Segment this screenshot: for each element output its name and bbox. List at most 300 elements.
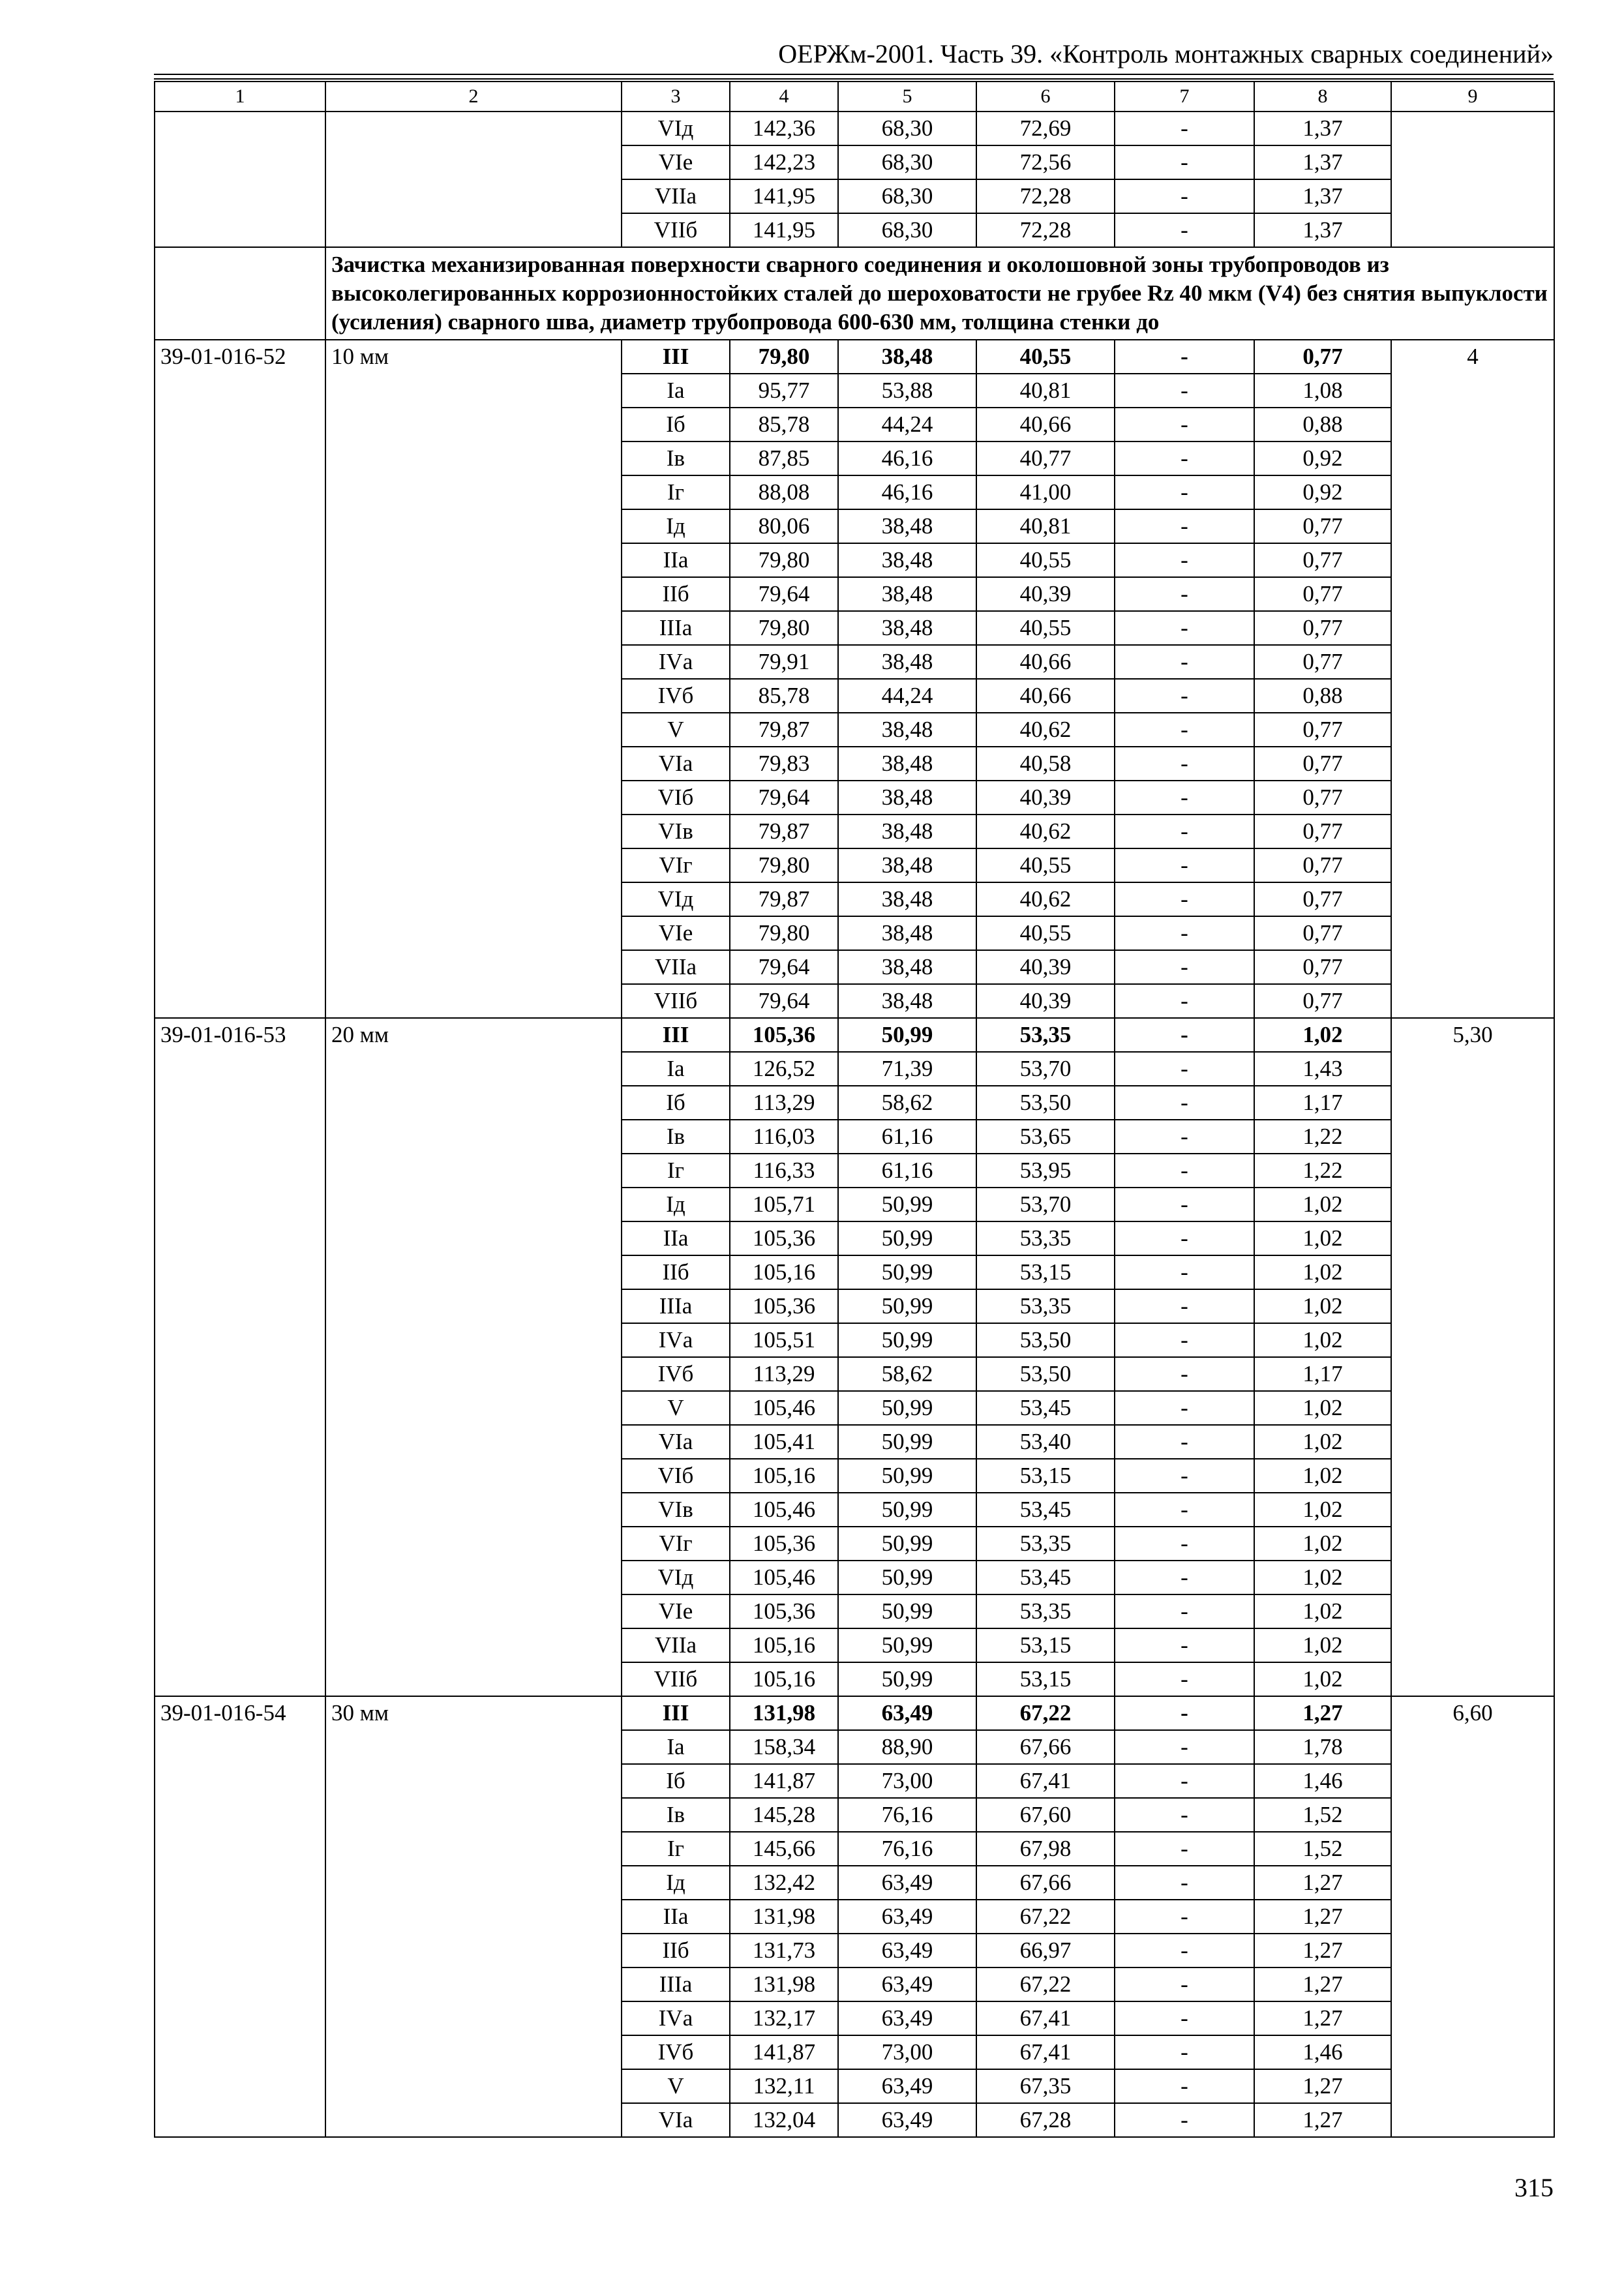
value-cell-c4: 105,36 <box>730 1527 838 1561</box>
region-cell: VIIб <box>622 984 730 1018</box>
value-cell-c7: - <box>1115 781 1254 815</box>
value-cell-c5: 68,30 <box>838 112 976 145</box>
value-cell-c7: - <box>1115 1425 1254 1459</box>
value-cell-c6: 40,39 <box>976 577 1115 611</box>
value-cell-c6: 40,66 <box>976 679 1115 713</box>
value-cell-c4: 105,36 <box>730 1018 838 1052</box>
value-cell-c6: 53,50 <box>976 1357 1115 1391</box>
value-cell-c7: - <box>1115 1527 1254 1561</box>
value-cell-c6: 40,55 <box>976 611 1115 645</box>
value-cell-c4: 142,23 <box>730 145 838 179</box>
value-cell-c4: 105,46 <box>730 1561 838 1594</box>
value-cell-c4: 126,52 <box>730 1052 838 1086</box>
value-cell-c8: 0,88 <box>1254 408 1391 441</box>
value-cell-c4: 113,29 <box>730 1086 838 1120</box>
value-cell-c7: - <box>1115 916 1254 950</box>
value-cell-c5: 50,99 <box>838 1255 976 1289</box>
value-cell-c8: 1,02 <box>1254 1662 1391 1696</box>
region-cell: V <box>622 2069 730 2103</box>
value-cell-c4: 79,87 <box>730 882 838 916</box>
value-cell-c6: 53,35 <box>976 1221 1115 1255</box>
value-cell-c4: 79,64 <box>730 984 838 1018</box>
value-cell-c6: 53,45 <box>976 1493 1115 1527</box>
value-cell-c4: 131,98 <box>730 1967 838 2001</box>
value-cell-c5: 63,49 <box>838 2001 976 2035</box>
value-cell-c7: - <box>1115 179 1254 213</box>
value-cell-c5: 63,49 <box>838 1696 976 1730</box>
value-cell-c6: 53,40 <box>976 1425 1115 1459</box>
rate-code: 39-01-016-54 <box>155 1696 325 2137</box>
value-cell-c8: 1,46 <box>1254 2035 1391 2069</box>
region-cell: Iд <box>622 509 730 543</box>
value-cell-c7: - <box>1115 2103 1254 2137</box>
region-cell: Iа <box>622 374 730 408</box>
region-cell: IIб <box>622 577 730 611</box>
region-cell: Iб <box>622 1764 730 1798</box>
value-cell-c5: 50,99 <box>838 1221 976 1255</box>
value-cell-c4: 88,08 <box>730 475 838 509</box>
value-cell-c5: 73,00 <box>838 2035 976 2069</box>
value-cell-c6: 67,35 <box>976 2069 1115 2103</box>
value-cell-c7: - <box>1115 2001 1254 2035</box>
value-cell-c4: 79,80 <box>730 848 838 882</box>
page-number: 315 <box>1514 2173 1554 2202</box>
value-cell-c5: 68,30 <box>838 179 976 213</box>
section-code-cell-empty <box>155 247 325 340</box>
value-cell-c7: - <box>1115 1967 1254 2001</box>
value-cell-c8: 1,02 <box>1254 1188 1391 1221</box>
value-cell-c8: 1,02 <box>1254 1289 1391 1323</box>
value-cell-c7: - <box>1115 441 1254 475</box>
value-cell-c8: 1,37 <box>1254 179 1391 213</box>
table-row <box>155 1696 1554 1730</box>
value-cell-c5: 44,24 <box>838 679 976 713</box>
region-cell: V <box>622 1391 730 1425</box>
value-cell-c8: 1,02 <box>1254 1459 1391 1493</box>
value-cell-c8: 1,02 <box>1254 1018 1391 1052</box>
value-cell-c7: - <box>1115 1188 1254 1221</box>
value-cell-c7: - <box>1115 882 1254 916</box>
region-cell: IVа <box>622 1323 730 1357</box>
value-cell-c8: 1,17 <box>1254 1086 1391 1120</box>
value-cell-c6: 40,62 <box>976 815 1115 848</box>
value-cell-c4: 79,64 <box>730 781 838 815</box>
region-cell: VIб <box>622 781 730 815</box>
value-cell-c5: 63,49 <box>838 1900 976 1934</box>
value-cell-c7: - <box>1115 1900 1254 1934</box>
wall-thickness: 20 мм <box>325 1018 622 1696</box>
value-cell-c7: - <box>1115 374 1254 408</box>
value-cell-c5: 38,48 <box>838 509 976 543</box>
value-cell-c4: 79,80 <box>730 611 838 645</box>
value-cell-c5: 50,99 <box>838 1188 976 1221</box>
value-cell-c4: 116,33 <box>730 1154 838 1188</box>
value-cell-c8: 0,77 <box>1254 781 1391 815</box>
value-cell-c8: 1,17 <box>1254 1357 1391 1391</box>
header-rule <box>154 74 1554 75</box>
value-cell-c5: 38,48 <box>838 747 976 781</box>
value-cell-c5: 38,48 <box>838 984 976 1018</box>
value-cell-c5: 53,88 <box>838 374 976 408</box>
value-cell-c5: 50,99 <box>838 1662 976 1696</box>
region-cell: Iа <box>622 1052 730 1086</box>
value-cell-c5: 58,62 <box>838 1357 976 1391</box>
region-cell: Iв <box>622 1120 730 1154</box>
norm-value: 5,30 <box>1391 1018 1554 1696</box>
value-cell-c4: 79,87 <box>730 713 838 747</box>
column-number-cell: 7 <box>1115 82 1254 112</box>
value-cell-c7: - <box>1115 1594 1254 1628</box>
value-cell-c6: 53,45 <box>976 1391 1115 1425</box>
value-cell-c5: 61,16 <box>838 1120 976 1154</box>
region-cell: IIIа <box>622 611 730 645</box>
value-cell-c6: 67,41 <box>976 2035 1115 2069</box>
value-cell-c8: 1,37 <box>1254 112 1391 145</box>
value-cell-c5: 50,99 <box>838 1391 976 1425</box>
region-cell: VIг <box>622 848 730 882</box>
region-cell: VIIа <box>622 950 730 984</box>
value-cell-c4: 141,95 <box>730 213 838 247</box>
value-cell-c5: 38,48 <box>838 848 976 882</box>
value-cell-c7: - <box>1115 577 1254 611</box>
region-cell: IVб <box>622 1357 730 1391</box>
region-cell: Iб <box>622 1086 730 1120</box>
section-row <box>155 247 1554 340</box>
value-cell-c8: 0,92 <box>1254 475 1391 509</box>
value-cell-c4: 105,46 <box>730 1493 838 1527</box>
value-cell-c6: 40,55 <box>976 543 1115 577</box>
value-cell-c4: 105,36 <box>730 1594 838 1628</box>
value-cell-c6: 53,70 <box>976 1188 1115 1221</box>
value-cell-c8: 1,52 <box>1254 1798 1391 1832</box>
value-cell-c4: 105,36 <box>730 1221 838 1255</box>
value-cell-c5: 50,99 <box>838 1561 976 1594</box>
value-cell-c7: - <box>1115 408 1254 441</box>
value-cell-c4: 79,64 <box>730 950 838 984</box>
value-cell-c7: - <box>1115 1391 1254 1425</box>
value-cell-c8: 1,27 <box>1254 1967 1391 2001</box>
value-cell-c8: 0,92 <box>1254 441 1391 475</box>
region-cell: VIIа <box>622 1628 730 1662</box>
value-cell-c8: 1,02 <box>1254 1255 1391 1289</box>
value-cell-c5: 68,30 <box>838 213 976 247</box>
column-number-cell: 2 <box>325 82 622 112</box>
value-cell-c6: 40,55 <box>976 916 1115 950</box>
value-cell-c7: - <box>1115 340 1254 374</box>
value-cell-c8: 0,77 <box>1254 882 1391 916</box>
value-cell-c6: 66,97 <box>976 1934 1115 1967</box>
value-cell-c6: 53,70 <box>976 1052 1115 1086</box>
value-cell-c8: 1,02 <box>1254 1628 1391 1662</box>
region-cell: VIе <box>622 145 730 179</box>
value-cell-c4: 105,16 <box>730 1255 838 1289</box>
value-cell-c7: - <box>1115 1154 1254 1188</box>
value-cell-c8: 0,77 <box>1254 509 1391 543</box>
value-cell-c7: - <box>1115 1696 1254 1730</box>
value-cell-c5: 63,49 <box>838 1934 976 1967</box>
value-cell-c4: 79,80 <box>730 916 838 950</box>
value-cell-c7: - <box>1115 1832 1254 1866</box>
value-cell-c5: 50,99 <box>838 1594 976 1628</box>
region-cell: III <box>622 1018 730 1052</box>
section-title: Зачистка механизированная поверхности сварного соединения и околошовной зоны трубопроводов из высоколегированных коррозионностойких сталей до шероховатости не грубее Rz 40 мкм (V4) без снятия выпуклости (усиления) сварного шва, диаметр трубопровода 600-630 мм, толщина стенки до <box>325 247 1554 340</box>
table-row <box>155 340 1554 374</box>
value-cell-c8: 1,52 <box>1254 1832 1391 1866</box>
region-cell: IIб <box>622 1934 730 1967</box>
value-cell-c8: 1,27 <box>1254 1934 1391 1967</box>
value-cell-c8: 1,27 <box>1254 1866 1391 1900</box>
value-cell-c6: 67,98 <box>976 1832 1115 1866</box>
value-cell-c5: 58,62 <box>838 1086 976 1120</box>
value-cell-c8: 1,02 <box>1254 1493 1391 1527</box>
value-cell-c4: 131,73 <box>730 1934 838 1967</box>
value-cell-c7: - <box>1115 1493 1254 1527</box>
column-number-cell: 4 <box>730 82 838 112</box>
rate-code: 39-01-016-53 <box>155 1018 325 1696</box>
value-cell-c5: 38,48 <box>838 950 976 984</box>
region-cell: III <box>622 1696 730 1730</box>
column-number-row <box>155 82 1554 112</box>
column-number-cell: 8 <box>1254 82 1391 112</box>
value-cell-c7: - <box>1115 848 1254 882</box>
value-cell-c7: - <box>1115 1561 1254 1594</box>
column-number-cell: 6 <box>976 82 1115 112</box>
value-cell-c8: 1,02 <box>1254 1221 1391 1255</box>
region-cell: IIа <box>622 1221 730 1255</box>
column-number-cell: 9 <box>1391 82 1554 112</box>
value-cell-c6: 67,22 <box>976 1900 1115 1934</box>
value-cell-c4: 85,78 <box>730 408 838 441</box>
region-cell: VIа <box>622 2103 730 2137</box>
value-cell-c4: 85,78 <box>730 679 838 713</box>
value-cell-c7: - <box>1115 1120 1254 1154</box>
value-cell-c6: 40,55 <box>976 848 1115 882</box>
code-cell-empty <box>155 112 325 247</box>
value-cell-c5: 50,99 <box>838 1289 976 1323</box>
value-cell-c6: 53,50 <box>976 1086 1115 1120</box>
value-cell-c7: - <box>1115 509 1254 543</box>
value-cell-c7: - <box>1115 1086 1254 1120</box>
value-cell-c5: 50,99 <box>838 1628 976 1662</box>
value-cell-c8: 1,46 <box>1254 1764 1391 1798</box>
region-cell: IVа <box>622 2001 730 2035</box>
value-cell-c6: 72,28 <box>976 179 1115 213</box>
value-cell-c8: 1,27 <box>1254 2103 1391 2137</box>
value-cell-c7: - <box>1115 950 1254 984</box>
value-cell-c5: 50,99 <box>838 1527 976 1561</box>
value-cell-c8: 1,27 <box>1254 2069 1391 2103</box>
region-cell: IIб <box>622 1255 730 1289</box>
value-cell-c5: 88,90 <box>838 1730 976 1764</box>
value-cell-c5: 76,16 <box>838 1798 976 1832</box>
value-cell-c6: 53,35 <box>976 1289 1115 1323</box>
region-cell: VIб <box>622 1459 730 1493</box>
value-cell-c4: 105,46 <box>730 1391 838 1425</box>
value-cell-c7: - <box>1115 543 1254 577</box>
norm-value: 6,60 <box>1391 1696 1554 2137</box>
region-cell: V <box>622 713 730 747</box>
value-cell-c4: 105,16 <box>730 1628 838 1662</box>
value-cell-c7: - <box>1115 1018 1254 1052</box>
region-cell: Iг <box>622 475 730 509</box>
value-cell-c7: - <box>1115 1866 1254 1900</box>
value-cell-c8: 0,77 <box>1254 916 1391 950</box>
value-cell-c4: 105,36 <box>730 1289 838 1323</box>
value-cell-c4: 87,85 <box>730 441 838 475</box>
region-cell: Iв <box>622 1798 730 1832</box>
value-cell-c7: - <box>1115 984 1254 1018</box>
value-cell-c4: 105,41 <box>730 1425 838 1459</box>
value-cell-c4: 79,91 <box>730 645 838 679</box>
value-cell-c8: 1,02 <box>1254 1594 1391 1628</box>
value-cell-c7: - <box>1115 1289 1254 1323</box>
value-cell-c6: 67,60 <box>976 1798 1115 1832</box>
value-cell-c7: - <box>1115 1730 1254 1764</box>
value-cell-c6: 40,39 <box>976 781 1115 815</box>
value-cell-c6: 40,55 <box>976 340 1115 374</box>
value-cell-c7: - <box>1115 112 1254 145</box>
region-cell: VIIа <box>622 179 730 213</box>
value-cell-c8: 0,77 <box>1254 543 1391 577</box>
wall-thickness: 30 мм <box>325 1696 622 2137</box>
value-cell-c5: 76,16 <box>838 1832 976 1866</box>
region-cell: Iа <box>622 1730 730 1764</box>
region-cell: IIIа <box>622 1967 730 2001</box>
value-cell-c4: 105,71 <box>730 1188 838 1221</box>
value-cell-c6: 53,15 <box>976 1662 1115 1696</box>
value-cell-c6: 40,62 <box>976 882 1115 916</box>
table-row <box>155 112 1554 145</box>
value-cell-c5: 63,49 <box>838 2069 976 2103</box>
value-cell-c7: - <box>1115 145 1254 179</box>
region-cell: VIд <box>622 112 730 145</box>
value-cell-c7: - <box>1115 1764 1254 1798</box>
region-cell: VIIб <box>622 213 730 247</box>
value-cell-c7: - <box>1115 1459 1254 1493</box>
region-cell: Iд <box>622 1188 730 1221</box>
value-cell-c5: 63,49 <box>838 2103 976 2137</box>
value-cell-c4: 113,29 <box>730 1357 838 1391</box>
value-cell-c4: 141,87 <box>730 1764 838 1798</box>
value-cell-c7: - <box>1115 1323 1254 1357</box>
value-cell-c8: 1,08 <box>1254 374 1391 408</box>
value-cell-c5: 38,48 <box>838 340 976 374</box>
value-cell-c5: 71,39 <box>838 1052 976 1086</box>
value-cell-c7: - <box>1115 1052 1254 1086</box>
region-cell: VIг <box>622 1527 730 1561</box>
value-cell-c8: 1,22 <box>1254 1154 1391 1188</box>
value-cell-c5: 38,48 <box>838 611 976 645</box>
value-cell-c5: 44,24 <box>838 408 976 441</box>
value-cell-c5: 63,49 <box>838 1866 976 1900</box>
value-cell-c6: 67,66 <box>976 1866 1115 1900</box>
value-cell-c6: 67,28 <box>976 2103 1115 2137</box>
value-cell-c8: 0,88 <box>1254 679 1391 713</box>
thickness-cell-empty <box>325 112 622 247</box>
region-cell: VIв <box>622 815 730 848</box>
value-cell-c8: 1,02 <box>1254 1527 1391 1561</box>
column-number-cell: 3 <box>622 82 730 112</box>
value-cell-c8: 0,77 <box>1254 340 1391 374</box>
value-cell-c8: 1,37 <box>1254 145 1391 179</box>
norm-cell-empty <box>1391 112 1554 247</box>
value-cell-c7: - <box>1115 1934 1254 1967</box>
value-cell-c4: 141,95 <box>730 179 838 213</box>
region-cell: III <box>622 340 730 374</box>
value-cell-c4: 158,34 <box>730 1730 838 1764</box>
value-cell-c7: - <box>1115 1221 1254 1255</box>
value-cell-c6: 40,66 <box>976 645 1115 679</box>
value-cell-c5: 38,48 <box>838 882 976 916</box>
region-cell: VIв <box>622 1493 730 1527</box>
value-cell-c5: 46,16 <box>838 441 976 475</box>
value-cell-c8: 1,22 <box>1254 1120 1391 1154</box>
region-cell: Iг <box>622 1154 730 1188</box>
rates-table <box>154 81 1555 2138</box>
value-cell-c4: 145,28 <box>730 1798 838 1832</box>
value-cell-c6: 40,77 <box>976 441 1115 475</box>
value-cell-c4: 79,80 <box>730 543 838 577</box>
value-cell-c5: 68,30 <box>838 145 976 179</box>
value-cell-c7: - <box>1115 1255 1254 1289</box>
value-cell-c8: 0,77 <box>1254 950 1391 984</box>
region-cell: Iг <box>622 1832 730 1866</box>
value-cell-c8: 0,77 <box>1254 848 1391 882</box>
value-cell-c5: 50,99 <box>838 1425 976 1459</box>
value-cell-c7: - <box>1115 815 1254 848</box>
value-cell-c7: - <box>1115 747 1254 781</box>
table-row <box>155 1018 1554 1052</box>
value-cell-c6: 40,39 <box>976 984 1115 1018</box>
value-cell-c7: - <box>1115 1662 1254 1696</box>
value-cell-c7: - <box>1115 2035 1254 2069</box>
value-cell-c4: 79,80 <box>730 340 838 374</box>
value-cell-c6: 40,81 <box>976 509 1115 543</box>
region-cell: Iб <box>622 408 730 441</box>
value-cell-c8: 1,27 <box>1254 1696 1391 1730</box>
value-cell-c6: 53,50 <box>976 1323 1115 1357</box>
value-cell-c4: 132,17 <box>730 2001 838 2035</box>
value-cell-c8: 1,02 <box>1254 1425 1391 1459</box>
value-cell-c6: 40,66 <box>976 408 1115 441</box>
value-cell-c6: 41,00 <box>976 475 1115 509</box>
value-cell-c8: 0,77 <box>1254 815 1391 848</box>
value-cell-c7: - <box>1115 1357 1254 1391</box>
value-cell-c7: - <box>1115 2069 1254 2103</box>
region-cell: IIа <box>622 543 730 577</box>
region-cell: VIд <box>622 1561 730 1594</box>
value-cell-c8: 1,27 <box>1254 1900 1391 1934</box>
value-cell-c8: 1,43 <box>1254 1052 1391 1086</box>
value-cell-c8: 1,02 <box>1254 1323 1391 1357</box>
region-cell: IVб <box>622 2035 730 2069</box>
value-cell-c8: 0,77 <box>1254 577 1391 611</box>
value-cell-c5: 38,48 <box>838 645 976 679</box>
value-cell-c6: 53,95 <box>976 1154 1115 1188</box>
value-cell-c6: 53,35 <box>976 1594 1115 1628</box>
column-number-cell: 5 <box>838 82 976 112</box>
value-cell-c5: 38,48 <box>838 815 976 848</box>
region-cell: VIе <box>622 916 730 950</box>
value-cell-c6: 67,41 <box>976 1764 1115 1798</box>
value-cell-c6: 72,28 <box>976 213 1115 247</box>
value-cell-c6: 40,81 <box>976 374 1115 408</box>
value-cell-c5: 50,99 <box>838 1323 976 1357</box>
value-cell-c4: 105,51 <box>730 1323 838 1357</box>
value-cell-c5: 38,48 <box>838 916 976 950</box>
value-cell-c4: 79,64 <box>730 577 838 611</box>
value-cell-c4: 105,16 <box>730 1459 838 1493</box>
